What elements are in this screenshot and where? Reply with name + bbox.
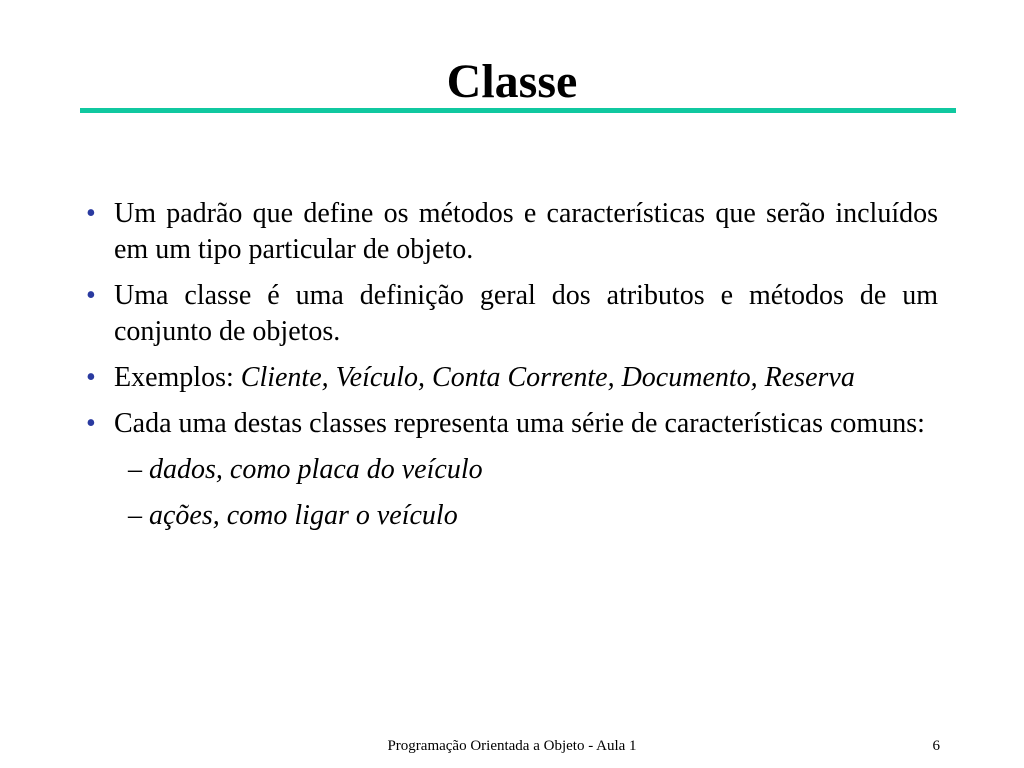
page-number: 6 [932,738,940,754]
bullet-text [114,360,938,396]
bullet-text: Cada uma destas classes representa uma série de características comuns: [114,408,925,439]
bullet-marker: • [86,408,96,439]
bullet-marker: • [86,280,96,311]
bullet-item [86,360,938,396]
bullet-marker: • [86,362,96,393]
bullet-text: Um padrão que define os métodos e características que serão incluídos em um tipo particular de objeto. [114,198,938,265]
bullet-lead-text: Exemplos: [114,362,241,393]
bullet-item [86,196,938,268]
sub-item: – ações, como ligar o veículo [128,500,458,531]
footer-text: Programação Orientada a Objeto - Aula 1 [387,738,637,754]
slide-content [86,196,938,544]
bullet-text: Uma classe é uma definição geral dos atributos e métodos de um conjunto de objetos. [114,280,938,347]
bullet-examples-text: Cliente, Veículo, Conta Corrente, Documento, Reserva [240,362,855,393]
sub-item: – dados, como placa do veículo [128,454,483,485]
bullet-item [86,278,938,350]
slide-title: Classe [446,55,578,108]
bullet-marker: • [86,198,96,229]
bullet-item [86,406,938,442]
title-underline [80,108,956,113]
